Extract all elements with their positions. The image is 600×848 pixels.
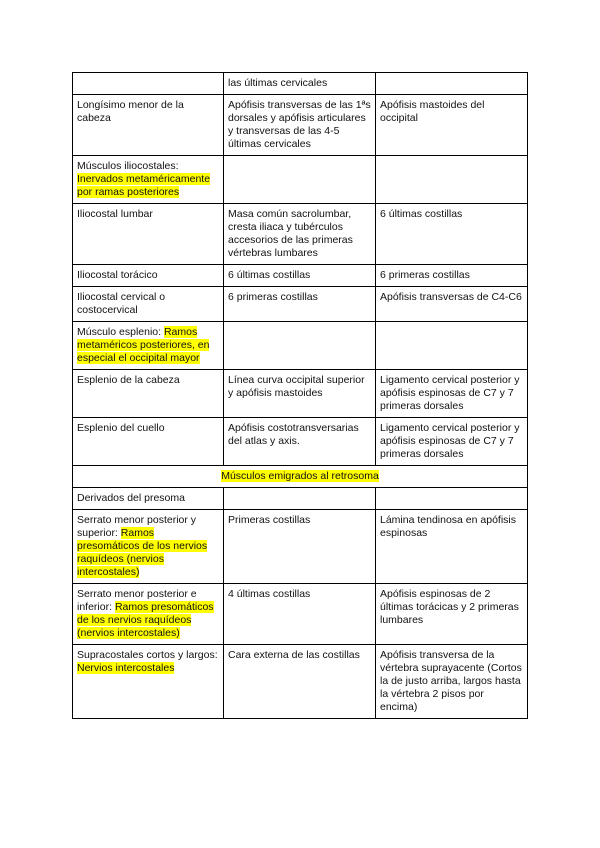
table-cell: Lámina tendinosa en apófisis espinosas xyxy=(376,510,528,584)
table-cell: las últimas cervicales xyxy=(224,73,376,95)
innervation-highlight: Ramos presomáticos de los nervios raquídeos (nervios intercostales) xyxy=(77,601,214,639)
table-row xyxy=(73,322,528,370)
table-cell: 6 últimas costillas xyxy=(224,265,376,287)
table-cell: Cara externa de las costillas xyxy=(224,645,376,719)
table-cell: Masa común sacrolumbar, cresta iliaca y tubérculos accesorios de las primeras vértebras lumbares xyxy=(224,204,376,265)
table-cell xyxy=(73,510,224,584)
table-cell xyxy=(376,156,528,204)
table-cell: 6 últimas costillas xyxy=(376,204,528,265)
table-cell: 4 últimas costillas xyxy=(224,584,376,645)
table-row xyxy=(73,95,528,156)
table-cell: Primeras costillas xyxy=(224,510,376,584)
table-row xyxy=(73,645,528,719)
table-cell xyxy=(224,488,376,510)
table-cell xyxy=(224,156,376,204)
innervation-highlight: Inervados metaméricamente por ramas posteriores xyxy=(77,173,211,198)
table-row xyxy=(73,265,528,287)
table-cell xyxy=(376,488,528,510)
table-row xyxy=(73,584,528,645)
table-cell: Iliocostal lumbar xyxy=(73,204,224,265)
table-cell: Apófisis transversa de la vértebra suprayacente (Cortos la de justo arriba, largos hasta la vértebra 2 pisos por encima) xyxy=(376,645,528,719)
innervation-highlight: Nervios intercostales xyxy=(77,662,175,674)
table-cell: Esplenio del cuello xyxy=(73,418,224,466)
table-cell: Apófisis espinosas de 2 últimas torácicas y 2 primeras lumbares xyxy=(376,584,528,645)
section-header-highlight: Músculos emigrados al retrosoma xyxy=(221,470,379,482)
table-cell xyxy=(73,584,224,645)
table-cell xyxy=(73,73,224,95)
table-cell: Línea curva occipital superior y apófisis mastoides xyxy=(224,370,376,418)
table-row xyxy=(73,510,528,584)
table-cell xyxy=(73,322,224,370)
table-row xyxy=(73,488,528,510)
section-header-cell xyxy=(73,466,528,488)
table-cell: Apófisis transversas de las 1ªs dorsales y apófisis articulares y transversas de las 4-5 últimas cervicales xyxy=(224,95,376,156)
table-cell xyxy=(376,73,528,95)
table-row xyxy=(73,418,528,466)
table-cell: Longísimo menor de la cabeza xyxy=(73,95,224,156)
table-cell: Apófisis costotransversarias del atlas y axis. xyxy=(224,418,376,466)
table-cell xyxy=(73,156,224,204)
muscle-table xyxy=(72,72,528,719)
innervation-highlight: Ramos metaméricos posteriores, en especial el occipital mayor xyxy=(77,326,210,364)
table-cell: Iliocostal cervical o costocervical xyxy=(73,287,224,322)
innervation-highlight: Ramos presomáticos de los nervios raquídeos (nervios intercostales) xyxy=(77,527,208,578)
table-row xyxy=(73,73,528,95)
muscle-label: Serrato menor posterior y superior: xyxy=(77,514,197,539)
table-cell: Ligamento cervical posterior y apófisis espinosas de C7 y 7 primeras dorsales xyxy=(376,370,528,418)
table-cell: 6 primeras costillas xyxy=(224,287,376,322)
muscle-label: Supracostales cortos y largos: xyxy=(77,649,218,661)
table-cell: Iliocostal torácico xyxy=(73,265,224,287)
table-cell: Ligamento cervical posterior y apófisis espinosas de C7 y 7 primeras dorsales xyxy=(376,418,528,466)
table-row xyxy=(73,287,528,322)
table-cell: Derivados del presoma xyxy=(73,488,224,510)
table-cell: Apófisis mastoides del occipital xyxy=(376,95,528,156)
table-row xyxy=(73,156,528,204)
muscle-label: Serrato menor posterior e inferior: xyxy=(77,588,197,613)
muscle-group-label: Músculos iliocostales: xyxy=(77,160,179,172)
table-cell xyxy=(224,322,376,370)
table-cell: Esplenio de la cabeza xyxy=(73,370,224,418)
table-row xyxy=(73,204,528,265)
table-cell: Apófisis transversas de C4-C6 xyxy=(376,287,528,322)
table-cell xyxy=(73,645,224,719)
table-cell xyxy=(376,322,528,370)
muscle-group-label: Músculo esplenio: xyxy=(77,326,162,338)
table-cell: 6 primeras costillas xyxy=(376,265,528,287)
table-row xyxy=(73,370,528,418)
section-row xyxy=(73,466,528,488)
